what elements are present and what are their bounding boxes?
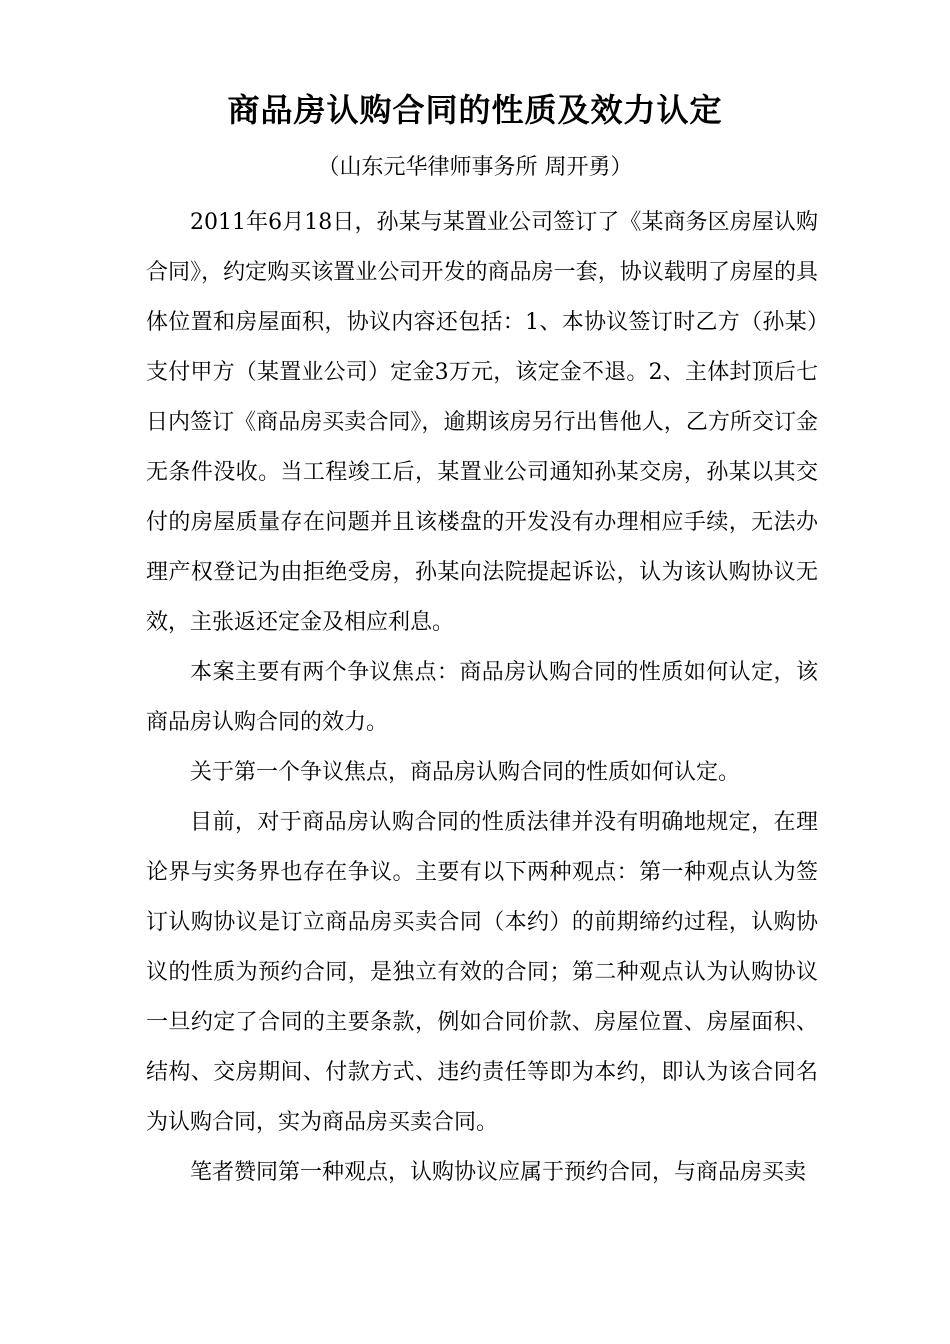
document-body	[146, 198, 818, 1198]
paragraph-case-facts: 2011年6月18日，孙某与某置业公司签订了《某商务区房屋认购合同》，约定购买该置业公司开发的商品房一套，协议载明了房屋的具体位置和房屋面积，协议内容还包括：1、本协议签订时乙方（孙某）支付甲方（某置业公司）定金3万元，该定金不退。2、主体封顶后七日内签订《商品房买卖合同》，逾期该房另行出售他人，乙方所交订金无条件没收。当工程竣工后，某置业公司通知孙某交房，孙某以其交付的房屋质量存在问题并且该楼盘的开发没有办理相应手续，无法办理产权登记为由拒绝受房，孙某向法院提起诉讼，认为该认购协议无效，主张返还定金及相应利息。	[146, 210, 818, 635]
paragraph-dispute-focus: 本案主要有两个争议焦点：商品房认购合同的性质如何认定，该商品房认购合同的效力。	[146, 660, 818, 735]
paragraph-viewpoints: 目前，对于商品房认购合同的性质法律并没有明确地规定，在理论界与实务界也存在争议。主要有以下两种观点：第一种观点认为签订认购协议是订立商品房买卖合同（本约）的前期缔约过程，认购协议的性质为预约合同，是独立有效的合同；第二种观点认为认购协议一旦约定了合同的主要条款，例如合同价款、房屋位置、房屋面积、结构、交房期间、付款方式、违约责任等即为本约，即认为该合同名为认购合同，实为商品房买卖合同。	[146, 810, 818, 1135]
paragraph-author-opinion: 笔者赞同第一种观点，认购协议应属于预约合同，与商品房买卖	[190, 1160, 807, 1185]
document-author: （山东元华律师事务所 周开勇）	[317, 155, 633, 180]
paragraph-first-focus: 关于第一个争议焦点，商品房认购合同的性质如何认定。	[190, 760, 741, 785]
document-title: 商品房认购合同的性质及效力认定	[227, 91, 723, 129]
